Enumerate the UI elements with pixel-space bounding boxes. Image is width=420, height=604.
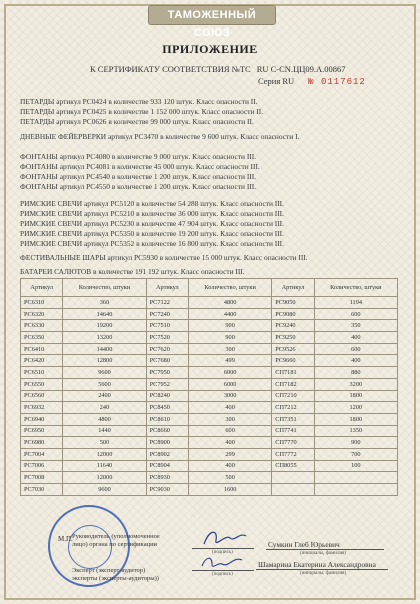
column-header: Количество, штуки: [63, 279, 146, 297]
table-row: [21, 343, 398, 355]
document-title: ПРИЛОЖЕНИЕ: [162, 42, 258, 56]
quantity-cell: 900: [188, 320, 271, 332]
quantity-cell: 900: [188, 332, 271, 344]
product-line: ПЕТАРДЫ артикул PC0425 в количестве 1 152 000 штук. Класс опасности II.: [20, 107, 264, 116]
column-header: Количество, штуки: [188, 279, 271, 297]
article-cell: PC7680: [146, 355, 188, 367]
article-cell: PC6510: [21, 367, 63, 379]
article-cell: PC7030: [21, 484, 63, 496]
article-cell: PC6980: [21, 437, 63, 449]
article-cell: СП7351: [272, 413, 314, 425]
quantity-cell: 1800: [314, 413, 397, 425]
product-line: ПЕТАРДЫ артикул PC0424 в количестве 933 120 штук. Класс опасности II.: [20, 97, 258, 106]
experts-signature-caption: (подпись): [212, 572, 233, 577]
serial-line: [258, 76, 366, 87]
article-cell: PC7620: [146, 343, 188, 355]
article-cell: PC6330: [21, 320, 63, 332]
article-cell: PC8900: [146, 437, 188, 449]
quantity-cell: 6000: [188, 367, 271, 379]
quantity-cell: 600: [314, 343, 397, 355]
experts-name-line: [256, 569, 388, 570]
series-label: Серия RU: [258, 76, 295, 86]
article-cell: PC6420: [21, 355, 63, 367]
product-line: ФОНТАНЫ артикул PC4540 в количестве 1 200 штук. Класс опасности III.: [20, 172, 257, 181]
product-line: РИМСКИЕ СВЕЧИ артикул PC5210 в количестве 36 000 штук. Класс опасности III.: [20, 209, 284, 218]
product-line: РИМСКИЕ СВЕЧИ артикул PC5352 в количестве 16 800 штук. Класс опасности III.: [20, 239, 284, 248]
table-row: [21, 297, 398, 309]
table-row: [21, 402, 398, 414]
seal-place-label: М.П.: [58, 535, 73, 543]
article-cell: PC6560: [21, 390, 63, 402]
quantity-cell: 1200: [314, 402, 397, 414]
quantity-cell: 9600: [63, 484, 146, 496]
article-cell: PC9030: [146, 484, 188, 496]
article-cell: СП7181: [272, 367, 314, 379]
article-cell: PC6940: [21, 413, 63, 425]
quantity-cell: 1600: [188, 484, 271, 496]
experts-name-caption: (инициалы, фамилия): [300, 571, 347, 576]
quantity-cell: 14400: [63, 343, 146, 355]
table-row: [21, 367, 398, 379]
quantity-cell: 1350: [314, 425, 397, 437]
article-cell: PC7122: [146, 297, 188, 309]
experts-signature: [198, 552, 246, 572]
quantity-cell: 299: [188, 448, 271, 460]
quantity-cell: 360: [63, 297, 146, 309]
table-row: [21, 320, 398, 332]
quantity-cell: 6000: [188, 378, 271, 390]
quantity-cell: 12000: [63, 472, 146, 484]
quantity-cell: 4400: [188, 308, 271, 320]
column-header: Количество, штуки: [314, 279, 397, 297]
column-header: Артикул: [272, 279, 314, 297]
article-cell: СП7212: [272, 402, 314, 414]
quantity-cell: 5600: [63, 378, 146, 390]
quantity-cell: 3000: [188, 390, 271, 402]
article-cell: PC7004: [21, 448, 63, 460]
quantity-cell: 880: [314, 367, 397, 379]
product-line: ФОНТАНЫ артикул PC4081 в количестве 45 000 штук. Класс опасности III.: [20, 162, 260, 171]
quantity-cell: 11640: [63, 460, 146, 472]
quantity-cell: 19200: [63, 320, 146, 332]
experts-label-line-1: Эксперт (эксперт-аудитор): [72, 567, 146, 574]
article-cell: СП7770: [272, 437, 314, 449]
head-signature: [200, 526, 250, 550]
article-cell: PC7952: [146, 378, 188, 390]
table-row: [21, 332, 398, 344]
head-label-line-1: Руководитель (уполномоченное: [72, 533, 160, 540]
quantity-cell: [314, 484, 397, 496]
table-row: [21, 378, 398, 390]
article-cell: PC9080: [272, 308, 314, 320]
table-body: [21, 297, 398, 496]
quantity-cell: 350: [314, 320, 397, 332]
quantity-cell: 900: [314, 437, 397, 449]
quantity-cell: 600: [188, 425, 271, 437]
table-row: [21, 484, 398, 496]
quantity-cell: 1800: [314, 390, 397, 402]
article-cell: PC8660: [146, 425, 188, 437]
quantity-cell: 400: [188, 402, 271, 414]
product-line: ФЕСТИВАЛЬНЫЕ ШАРЫ артикул PC5930 в количестве 15 000 штук. Класс опасности III.: [20, 253, 308, 262]
quantity-cell: 300: [188, 343, 271, 355]
quantity-cell: 13200: [63, 332, 146, 344]
table-row: [21, 472, 398, 484]
quantity-cell: 600: [314, 308, 397, 320]
table-row: [21, 413, 398, 425]
article-cell: PC7520: [146, 332, 188, 344]
experts-name: Шамарина Екатерина Александровна: [258, 560, 376, 569]
article-cell: PC7008: [21, 472, 63, 484]
batteries-table: [20, 278, 398, 496]
head-name: Сумкин Глеб Юрьевич: [268, 540, 340, 549]
column-header: Артикул: [21, 279, 63, 297]
article-cell: PC6950: [21, 425, 63, 437]
article-cell: PC8902: [146, 448, 188, 460]
product-line: РИМСКИЕ СВЕЧИ артикул PC5230 в количестве 47 904 штук. Класс опасности III.: [20, 219, 284, 228]
quantity-cell: 1194: [314, 297, 397, 309]
product-line: ДНЕВНЫЕ ФЕЙЕРВЕРКИ артикул PC3470 в количестве 9 600 штук. Класс опасности I.: [20, 132, 300, 141]
product-line: РИМСКИЕ СВЕЧИ артикул PC5120 в количестве 54 288 штук. Класс опасности III.: [20, 199, 284, 208]
head-of-body-label: [72, 533, 160, 549]
article-cell: PC8240: [146, 390, 188, 402]
quantity-cell: 12000: [63, 448, 146, 460]
product-line: РИМСКИЕ СВЕЧИ артикул PC5350 в количестве 19 200 штук. Класс опасности III.: [20, 229, 284, 238]
article-cell: PC9526: [272, 343, 314, 355]
table-row: [21, 390, 398, 402]
article-cell: PC6550: [21, 378, 63, 390]
quantity-cell: 499: [188, 355, 271, 367]
quantity-cell: 14640: [63, 308, 146, 320]
quantity-cell: 400: [188, 437, 271, 449]
article-cell: СП7772: [272, 448, 314, 460]
product-line: ПЕТАРДЫ артикул PC0626 в количестве 99 000 штук. Класс опасности II.: [20, 117, 254, 126]
article-cell: PC6310: [21, 297, 63, 309]
quantity-cell: 500: [188, 472, 271, 484]
quantity-cell: 1440: [63, 425, 146, 437]
quantity-cell: 240: [63, 402, 146, 414]
certificate-number: RU C-CN.ЦЦ09.А.00867: [256, 64, 346, 74]
article-cell: PC8904: [146, 460, 188, 472]
head-label-line-2: лицо) органа по сертификации: [72, 541, 158, 548]
table-row: [21, 355, 398, 367]
article-cell: PC6350: [21, 332, 63, 344]
article-cell: PC9250: [272, 332, 314, 344]
product-line: ФОНТАНЫ артикул PC4080 в количестве 9 000 штук. Класс опасности III.: [20, 152, 257, 161]
table-row: [21, 308, 398, 320]
quantity-cell: 300: [188, 413, 271, 425]
table-row: [21, 460, 398, 472]
article-cell: [272, 484, 314, 496]
product-line: ФОНТАНЫ артикул PC4550 в количестве 1 200 штук. Класс опасности III.: [20, 182, 257, 191]
head-name-caption: (инициалы, фамилия): [300, 551, 347, 556]
head-signature-caption: (подпись): [212, 550, 233, 555]
article-cell: [272, 472, 314, 484]
article-cell: PC6320: [21, 308, 63, 320]
article-cell: СП7741: [272, 425, 314, 437]
article-cell: PC9240: [272, 320, 314, 332]
quantity-cell: 4800: [188, 297, 271, 309]
quantity-cell: 700: [314, 448, 397, 460]
table-row: [21, 448, 398, 460]
article-cell: СП7210: [272, 390, 314, 402]
table-row: [21, 437, 398, 449]
article-cell: СП7182: [272, 378, 314, 390]
quantity-cell: 2400: [63, 390, 146, 402]
article-cell: PC6932: [21, 402, 63, 414]
experts-label: [72, 567, 159, 583]
article-cell: PC6410: [21, 343, 63, 355]
subtitle-label: К СЕРТИФИКАТУ СООТВЕТСТВИЯ №ТС: [90, 64, 251, 74]
quantity-cell: 400: [314, 355, 397, 367]
quantity-cell: 400: [188, 460, 271, 472]
quantity-cell: 100: [314, 460, 397, 472]
quantity-cell: 400: [314, 332, 397, 344]
article-cell: PC7510: [146, 320, 188, 332]
article-cell: PC7240: [146, 308, 188, 320]
quantity-cell: 500: [63, 437, 146, 449]
article-cell: PC7006: [21, 460, 63, 472]
quantity-cell: 3200: [314, 378, 397, 390]
quantity-cell: 9600: [63, 367, 146, 379]
certificate-subtitle: [90, 64, 345, 74]
table-row: [21, 425, 398, 437]
quantity-cell: 4800: [63, 413, 146, 425]
serial-number: № 0117612: [308, 77, 366, 87]
article-cell: СП8055: [272, 460, 314, 472]
article-cell: PC7950: [146, 367, 188, 379]
experts-label-line-2: эксперты (эксперты-аудиторы)): [72, 575, 159, 582]
column-header: Артикул: [146, 279, 188, 297]
article-cell: PC8610: [146, 413, 188, 425]
quantity-cell: [314, 472, 397, 484]
article-cell: PC8450: [146, 402, 188, 414]
table-header-row: [21, 279, 398, 297]
product-line: БАТАРЕИ САЛЮТОВ в количестве 191 192 штук. Класс опасности III.: [20, 267, 245, 276]
article-cell: PC9050: [272, 297, 314, 309]
quantity-cell: 12800: [63, 355, 146, 367]
article-cell: PC9660: [272, 355, 314, 367]
customs-union-banner: ТАМОЖЕННЫЙ СОЮЗ: [148, 5, 276, 25]
article-cell: PC8930: [146, 472, 188, 484]
head-name-line: [266, 549, 384, 550]
